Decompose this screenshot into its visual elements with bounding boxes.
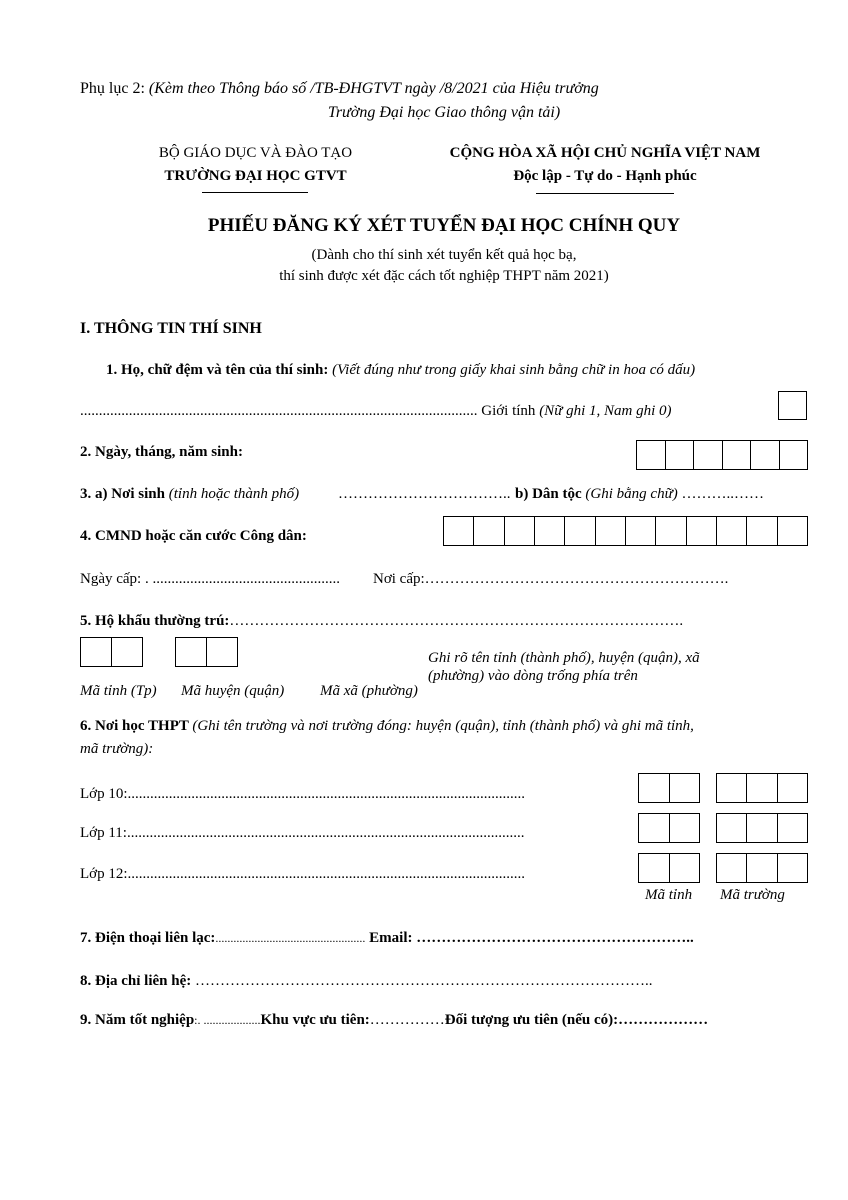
school-code-box[interactable] — [747, 814, 777, 842]
birthplace-field[interactable]: …………………………….. — [338, 486, 511, 502]
dob-box[interactable] — [666, 441, 695, 469]
dob-boxes[interactable] — [636, 440, 808, 470]
id-card-box[interactable] — [535, 517, 565, 545]
province-code-box[interactable] — [670, 774, 700, 802]
province-code-box[interactable] — [639, 854, 670, 882]
email-field[interactable]: ……………………………………………….. — [416, 930, 694, 946]
id-card-box[interactable] — [474, 517, 504, 545]
school-code-caption: Mã trường — [720, 887, 785, 903]
ethnicity-hint: (Ghi bằng chữ) — [585, 486, 678, 502]
id-card-boxes[interactable] — [443, 516, 808, 546]
school-code-box[interactable] — [717, 814, 747, 842]
id-card-box[interactable] — [444, 517, 474, 545]
grade10-school-boxes[interactable] — [716, 773, 808, 803]
address-field[interactable]: ……………………………………………………………………………….. — [191, 973, 653, 989]
grade11-school-boxes[interactable] — [716, 813, 808, 843]
issue-place-field[interactable]: Nơi cấp:……………………………………………………. — [373, 571, 729, 587]
id-card-box[interactable] — [687, 517, 717, 545]
birthplace-hint: (tỉnh hoặc thành phố) — [168, 486, 300, 502]
gender-hint: (Nữ ghi 1, Nam ghi 0) — [539, 403, 672, 419]
province-code-caption-2: Mã tỉnh — [645, 887, 693, 903]
dob-box[interactable] — [723, 441, 752, 469]
ethnicity-field[interactable]: ………..…… — [677, 486, 765, 502]
grade12-province-boxes[interactable] — [638, 853, 700, 883]
district-code-boxes[interactable] — [175, 637, 238, 667]
school-code-box[interactable] — [778, 814, 807, 842]
dob-label: 2. Ngày, tháng, năm sinh: — [80, 444, 243, 460]
grade10-province-boxes[interactable] — [638, 773, 700, 803]
birthplace-row — [80, 486, 299, 503]
id-card-box[interactable] — [505, 517, 535, 545]
residence-note-1: Ghi rõ tên tỉnh (thành phố), huyện (quận), xã — [428, 650, 700, 666]
province-code-box[interactable] — [639, 774, 670, 802]
contact-row — [80, 930, 694, 947]
district-code-caption: Mã huyện (quận) — [181, 683, 285, 699]
birthplace-label: 3. a) Nơi sinh — [80, 486, 169, 502]
grade11-province-boxes[interactable] — [638, 813, 700, 843]
ethnicity-label: b) Dân tộc — [515, 486, 586, 502]
appendix-prefix: Phụ lục 2: — [80, 80, 149, 97]
id-card-box[interactable] — [778, 517, 807, 545]
gender-row — [80, 403, 672, 420]
province-code-box[interactable] — [112, 638, 142, 666]
residence-row — [80, 613, 683, 630]
province-code-box[interactable] — [670, 814, 700, 842]
national-motto: Độc lập - Tự do - Hạnh phúc — [513, 168, 697, 184]
section-heading: I. THÔNG TIN THÍ SINH — [80, 320, 262, 337]
id-card-label: 4. CMND hoặc căn cước Công dân: — [80, 528, 307, 544]
highschool-row — [80, 718, 694, 735]
province-code-box[interactable] — [670, 854, 700, 882]
address-label: 8. Địa chỉ liên hệ: — [80, 973, 192, 989]
province-code-caption: Mã tỉnh (Tp) — [80, 683, 157, 699]
appendix-note — [80, 80, 599, 98]
dob-box[interactable] — [637, 441, 666, 469]
id-card-box[interactable] — [565, 517, 595, 545]
motto-underline — [536, 193, 674, 194]
phone-label: 7. Điện thoại liên lạc: — [80, 930, 216, 946]
q1-hint: (Viết đúng như trong giấy khai sinh bằng chữ in hoa có dấu) — [332, 362, 696, 378]
dob-box[interactable] — [751, 441, 780, 469]
grade11-field[interactable]: Lớp 11:.......................................................................................................... — [80, 825, 525, 841]
ethnicity-row — [515, 486, 764, 503]
id-card-box[interactable] — [747, 517, 777, 545]
country-name: CỘNG HÒA XÃ HỘI CHỦ NGHĨA VIỆT NAM — [449, 145, 761, 161]
id-card-box[interactable] — [656, 517, 686, 545]
address-row — [80, 973, 653, 990]
ministry-name: BỘ GIÁO DỤC VÀ ĐÀO TẠO — [158, 145, 353, 161]
school-code-box[interactable] — [747, 774, 777, 802]
phone-field[interactable]: .................................................. — [215, 931, 366, 945]
appendix-reference: (Kèm theo Thông báo số /TB-ĐHGTVT ngày /8/2021 của Hiệu trưởng — [148, 80, 599, 97]
commune-code-caption: Mã xã (phường) — [320, 683, 418, 699]
graduation-row — [80, 1012, 708, 1029]
form-subtitle-2: thí sinh được xét đặc cách tốt nghiệp THPT năm 2021) — [279, 268, 609, 284]
id-card-box[interactable] — [626, 517, 656, 545]
dob-box[interactable] — [780, 441, 808, 469]
appendix-issuer: Trường Đại học Giao thông vận tải) — [327, 104, 561, 121]
province-code-box[interactable] — [639, 814, 670, 842]
priority-area-field[interactable]: …………… — [369, 1012, 445, 1028]
form-title: PHIẾU ĐĂNG KÝ XÉT TUYỂN ĐẠI HỌC CHÍNH QUY — [207, 215, 681, 236]
province-code-boxes[interactable] — [80, 637, 143, 667]
grade12-school-boxes[interactable] — [716, 853, 808, 883]
highschool-hint-2: mã trường): — [80, 741, 154, 757]
q1-row — [106, 362, 695, 379]
graduation-year-field[interactable]: :. ................... — [194, 1013, 261, 1027]
highschool-label: 6. Nơi học THPT — [80, 718, 193, 734]
gender-box[interactable] — [778, 391, 807, 420]
school-underline — [202, 192, 308, 193]
residence-field[interactable]: ………………………………………………………………………………. — [229, 613, 684, 629]
highschool-hint: (Ghi tên trường và nơi trường đóng: huyện (quận), tỉnh (thành phố) và ghi mã tỉnh, — [192, 718, 694, 734]
school-code-box[interactable] — [717, 774, 747, 802]
priority-group-field[interactable]: ……………… — [618, 1012, 709, 1028]
residence-note-2: (phường) vào dòng trống phía trên — [428, 668, 638, 684]
district-code-box[interactable] — [207, 638, 237, 666]
school-code-box[interactable] — [717, 854, 747, 882]
q1-label: 1. Họ, chữ đệm và tên của thí sinh: — [106, 362, 333, 378]
email-label: Email: — [365, 930, 417, 946]
id-card-box[interactable] — [717, 517, 747, 545]
province-code-box[interactable] — [81, 638, 112, 666]
dob-box[interactable] — [694, 441, 723, 469]
school-code-box[interactable] — [747, 854, 777, 882]
grade12-field[interactable]: Lớp 12:.......................................................................................................... — [80, 866, 526, 882]
priority-group-label: Đối tượng ưu tiên (nếu có): — [444, 1012, 619, 1028]
priority-area-label: Khu vực ưu tiên: — [260, 1012, 370, 1028]
district-code-box[interactable] — [176, 638, 207, 666]
issue-date-field[interactable]: Ngày cấp: . .................................................. — [80, 571, 340, 587]
school-code-box[interactable] — [778, 774, 807, 802]
form-subtitle-1: (Dành cho thí sinh xét tuyển kết quả học bạ, — [311, 247, 577, 263]
school-name: TRƯỜNG ĐẠI HỌC GTVT — [164, 168, 347, 184]
school-code-box[interactable] — [778, 854, 807, 882]
fullname-field[interactable]: .......................................................................................................... — [80, 403, 478, 419]
id-card-box[interactable] — [596, 517, 626, 545]
grade10-field[interactable]: Lớp 10:.......................................................................................................... — [80, 786, 526, 802]
graduation-year-label: 9. Năm tốt nghiệp — [80, 1012, 195, 1028]
residence-label: 5. Hộ khẩu thường trú: — [80, 613, 230, 629]
gender-label: Giới tính — [477, 403, 540, 419]
